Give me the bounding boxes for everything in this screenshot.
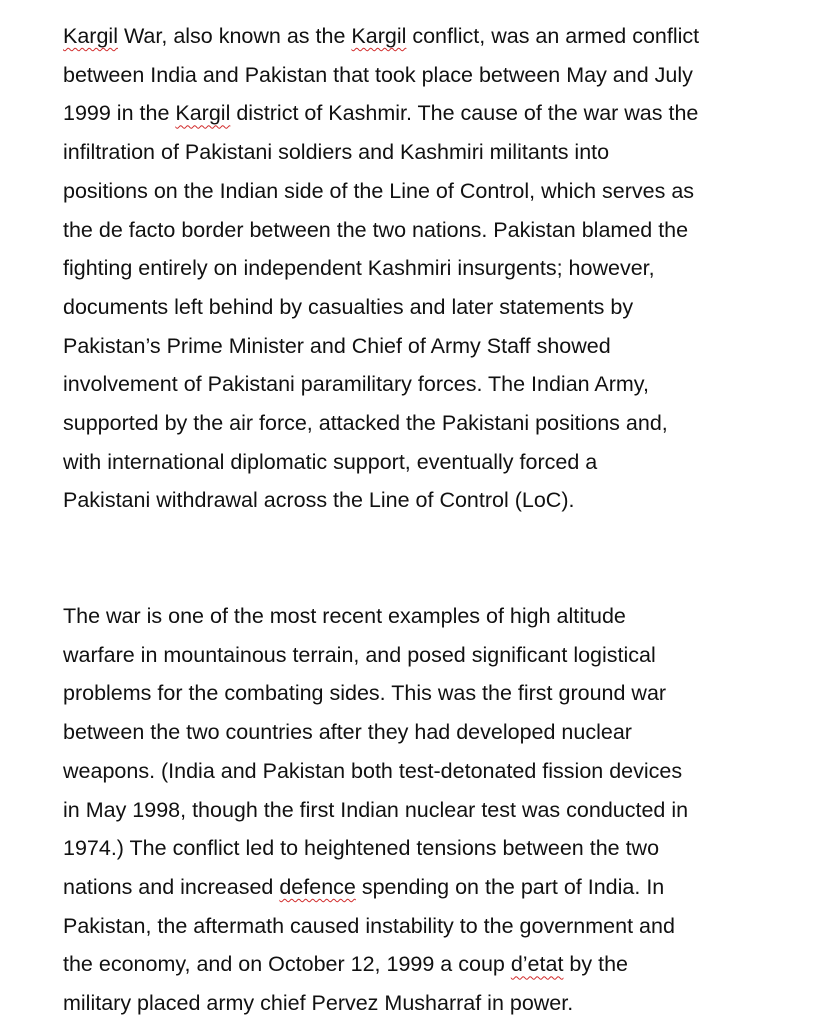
text-run: military placed army chief Pervez Musharraf in power. [63,991,574,1016]
text-run: Pakistani withdrawal across the Line of Control (LoC). [63,488,575,513]
text-run: warfare in mountainous terrain, and posed significant logistical [63,642,656,667]
spellcheck-flagged-word: Kargil [175,101,231,126]
text-run: between India and Pakistan that took place between May and July [63,62,693,87]
spellcheck-flagged-word: Kargil [63,24,118,48]
spellcheck-flagged-word: d’etat [510,952,564,977]
text-line [63,327,803,366]
text-line [63,791,803,830]
text-line [63,404,803,443]
text-run: problems for the combating sides. This was the first ground war [63,681,667,706]
text-line [63,984,803,1023]
text-line [63,945,803,984]
text-line [63,17,803,56]
text-line [63,829,803,868]
text-line [63,249,803,288]
text-line [63,713,803,752]
spellcheck-flagged-word: defence [279,874,356,899]
text-run: Pakistan, the aftermath caused instability to the government and [63,913,675,938]
text-run: 1999 in the [63,101,176,126]
text-line [63,288,803,327]
text-run: conflict, was an armed conflict [406,24,700,48]
text-run: by the [563,952,628,977]
text-line [63,443,803,482]
text-line [63,752,803,791]
text-run: district of Kashmir. The cause of the war was the [230,101,699,126]
text-run: fighting entirely on independent Kashmiri insurgents; however, [63,256,655,281]
text-line [63,365,803,404]
text-line [63,172,803,211]
text-run: involvement of Pakistani paramilitary forces. The Indian Army, [63,372,649,397]
text-run: documents left behind by casualties and later statements by [63,294,634,319]
text-run: positions on the Indian side of the Line of Control, which serves as [63,178,695,203]
text-line [63,674,803,713]
text-run: Pakistan’s Prime Minister and Chief of Army Staff showed [63,333,611,358]
text-run: between the two countries after they had developed nuclear [63,720,632,745]
text-run: the de facto border between the two nations. Pakistan blamed the [63,217,689,242]
text-line [63,868,803,907]
text-line [63,56,803,95]
text-line [63,481,803,520]
text-line [63,907,803,946]
text-line [63,133,803,172]
text-run: with international diplomatic support, eventually forced a [63,449,598,474]
text-line [63,597,803,636]
text-line [63,636,803,675]
paragraph-kargil-war-overview [63,17,803,520]
paragraph-high-altitude-warfare [63,597,803,1023]
text-run: War, also known as the [117,24,352,48]
text-run: 1974.) The conflict led to heightened tensions between the two [63,836,660,861]
text-run: The war is one of the most recent examples of high altitude [63,604,626,628]
text-run: spending on the part of India. In [355,874,665,899]
text-run: infiltration of Pakistani soldiers and Kashmiri militants into [63,140,610,165]
text-run: supported by the air force, attacked the Pakistani positions and, [63,411,668,436]
spellcheck-flagged-word: Kargil [351,24,407,48]
text-line [63,94,803,133]
text-run: the economy, and on October 12, 1999 a coup [63,952,511,977]
text-run: in May 1998, though the first Indian nuclear test was conducted in [63,797,689,822]
text-line [63,211,803,250]
text-run: nations and increased [63,874,280,899]
text-run: weapons. (India and Pakistan both test-detonated fission devices [63,758,683,783]
